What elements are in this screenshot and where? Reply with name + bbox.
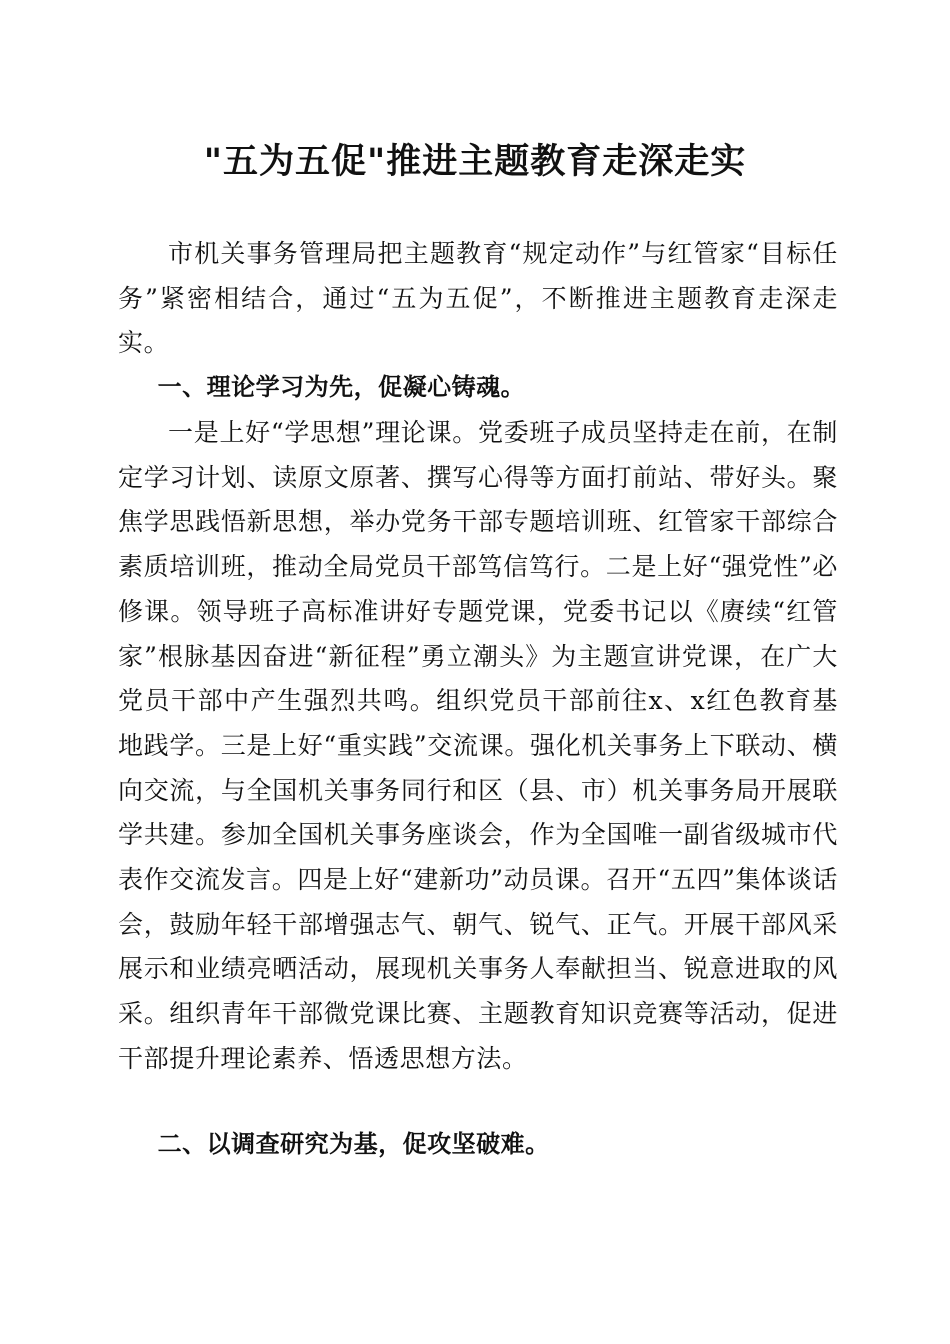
section-1-heading: 一、理论学习为先，促凝心铸魂。 — [157, 373, 526, 401]
intro-paragraph: 市机关事务管理局把主题教育“规定动作”与红管家“目标任务”紧密相结合，通过“五为五促”，不断推进主题教育走深走实。 — [118, 239, 838, 358]
document-title: "五为五促"推进主题教育走深走实 — [203, 141, 747, 182]
section-2-heading: 二、以调查研究为基，促攻坚破难。 — [157, 1130, 550, 1158]
section-1-paragraph: 一是上好“学思想”理论课。党委班子成员坚持走在前，在制定学习计划、读原文原著、撰写心得等方面打前站、带好头。聚焦学思践悟新思想，举办党务干部专题培训班、红管家干部综合素质培训班，推动全局党员干部笃信笃行。二是上好“强党性”必修课。领导班子高标准讲好专题党课，党委书记以《赓续“红管家”根脉基因奋进“新征程”勇立潮头》为主题宣讲党课，在广大党员干部中产生强烈共鸣。组织党员干部前往x、x红色教育基地践学。三是上好“重实践”交流课。强化机关事务上下联动、横向交流，与全国机关事务同行和区（县、市）机关事务局开展联学共建。参加全国机关事务座谈会，作为全国唯一副省级城市代表作交流发言。四是上好“建新功”动员课。召开“五四”集体谈话会，鼓励年轻干部增强志气、朝气、锐气、正气。开展干部风采展示和业绩亮晒活动，展现机关事务人奉献担当、锐意进取的风采。组织青年干部微党课比赛、主题教育知识竞赛等活动，促进干部提升理论素养、悟透思想方法。 — [118, 418, 838, 1073]
